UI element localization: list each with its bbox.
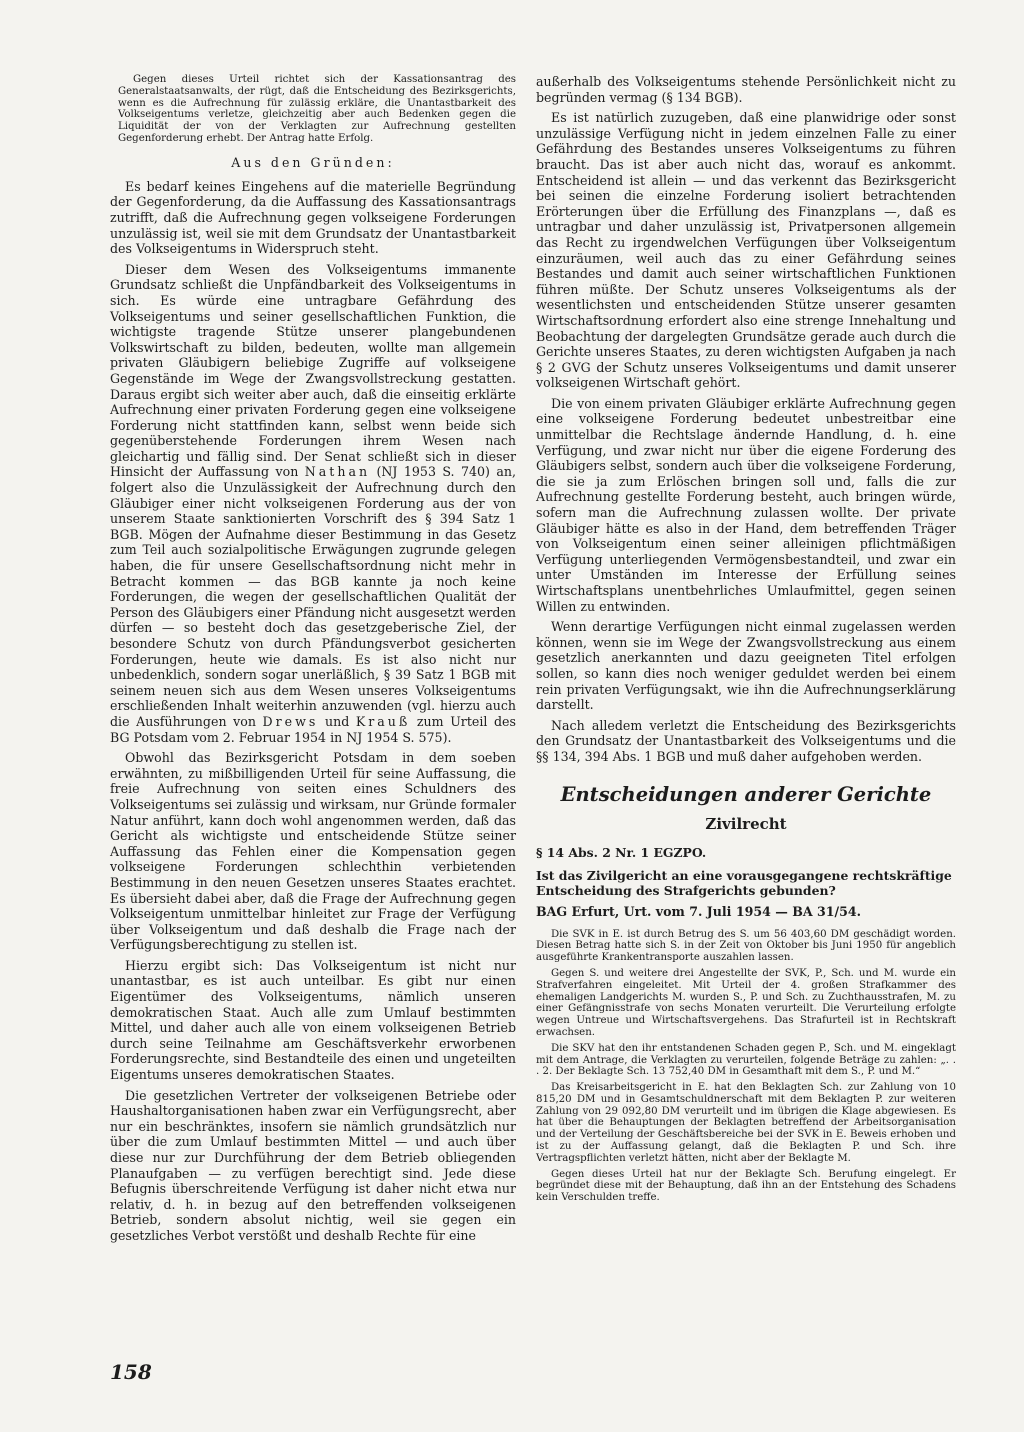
author-name: Krauß xyxy=(355,713,411,729)
paragraph: Das Kreisarbeitsgericht in E. hat den Beklagten Sch. zur Zahlung von 10 815,20 DM und in Gesamtschuldnerschaft mit dem Beklagten P. zur weiteren Zahlung von 29 092,80 DM verurteilt und im übrigen die Klage abgewiesen. Es hat über die Behauptungen der Beklagten betreffend der Arbeitsorganisation und der Verteilung der Geschäftsbereiche bei der SVK in E. Beweis erhoben und ist zu der Auffassung gelangt, daß die Beklagten P. und Sch. ihre Vertragspflichten verletzt hätten, nicht aber der Beklagte M. xyxy=(536,1082,956,1164)
subheading-gruende: Aus den Gründen: xyxy=(231,154,395,170)
court-citation: BAG Erfurt, Urt. vom 7. Juli 1954 — BA 31/54. xyxy=(536,903,862,919)
paragraph: Es bedarf keines Eingehens auf die materielle Begründung der Gegenforderung, da die Auffassung des Kassationsantrags zutrifft, daß die Aufrechnung gegen volkseigene Forderungen unzulässig ist, weil sie mit dem Grundsatz der Unantastbarkeit des Volkseigentums in Widerspruch steht. xyxy=(110,178,516,257)
paragraph: Die von einem privaten Gläubiger erklärte Aufrechnung gegen eine volkseigene Forderung bedeutet unbestreitbar eine unmittelbar die Rechtslage ändernde Handlung, d. h. eine Verfügung, und zwar nicht nur über die eigene Forderung des Gläubigers selbst, sondern auch über die volkseigene Forderung, die sie ja zum Erlöschen bringen soll und, falls die zur Aufrechnung gestellte Forderung besteht, auch bringen würde, sofern man die Aufrechnung zulassen wollte. Der private Gläubiger hätte es also in der Hand, dem betreffenden Träger von Volkseigentum einen seiner alleinigen pflichtmäßigen Verfügung unterliegenden Vermögensbestandteil, und zwar ein unter Umständen im Interesse der Erfüllung seines Wirtschaftsplans unentbehrliches Umlaufmittel, gegen seinen Willen zu entwinden. xyxy=(536,395,956,614)
paragraph: Hierzu ergibt sich: Das Volkseigentum ist nicht nur unantastbar, es ist auch unteilbar. Es gibt nur einen Eigentümer des Volkseigentums, nämlich unseren demokratischen Staat. Auch alle zum Umlauf bestimmten Mittel, und daher auch alle von einem volkseigenen Betrieb durch seine Teilnahme am Geschäftsverkehr erworbenen Forderungsrechte, sind Bestandteile des einen und ungeteilten Eigentums unseres demokratischen Staates. xyxy=(110,957,516,1083)
paragraph: Obwohl das Bezirksgericht Potsdam in dem soeben erwähnten, zu mißbilligenden Urteil für seine Auffassung, die freie Aufrechnung von seiten eines Schuldners des Volkseigentums sei zulässig und wirksam, nur Gründe formaler Natur anführt, kann doch wohl angenommen werden, daß das Gericht als wichtigste und entscheidende Stütze seiner Auffassung das Fehlen einer die Kompensation gegen volkseigene Forderungen schlechthin verbietenden Bestimmung in den neuen Gesetzen unseres Staates erachtet. Es übersieht dabei aber, daß die Frage der Aufrechnung gegen Volkseigentum unmittelbar hinleitet zur Frage der Verfügung über Volkseigentum und daß deshalb die Frage nach der Verfügungsberechtigung zu stellen ist. xyxy=(110,750,516,953)
paragraph: Wenn derartige Verfügungen nicht einmal zugelassen werden können, wenn sie im Wege der Zwangsvollstreckung aus einem gesetzlich anerkannten und dazu geeigneten Titel erfolgen sollen, so kann dies noch weniger geduldet werden bei einem rein privaten Verfügungsakt, wie ihn die Aufrechnungserklärung darstellt. xyxy=(536,619,956,713)
paragraph: Gegen S. und weitere drei Angestellte der SVK, P., Sch. und M. wurde ein Strafverfahren eingeleitet. Mit Urteil der 4. großen Strafkammer des ehemaligen Landgerichts M. wurden S., P. und Sch. zu Zuchthausstrafen, M. zu einer Gefängnisstrafe von sechs Monaten verurteilt. Die Verurteilung erfolgte wegen Untreue und Wirtschaftsvergehens. Das Strafurteil ist in Rechtskraft erwachsen. xyxy=(536,967,956,1038)
text: zum Urteil des BG Potsdam vom 2. Februar 1954 in NJ 1954 S. 575). xyxy=(110,713,516,745)
text: und xyxy=(324,713,350,729)
paragraph xyxy=(110,262,516,745)
paragraph: außerhalb des Volkseigentums stehende Persönlichkeit nicht zu begründen vermag (§ 134 BGB). xyxy=(536,74,956,105)
right-column xyxy=(536,74,956,1208)
text: (NJ 1953 S. 740) an, folgert also die Unzulässigkeit der Aufrechnung durch den Gläubiger einer nicht volkseigenen Forderung aus der von unserem Staate sanktionierten Vorschrift des § 394 Satz 1 BGB. Mögen der Aufnahme dieser Bestimmung in das Gesetz zum Teil auch sozialpolitische Erwägungen zugrunde gelegen haben, die für unsere Gesellschaftsordnung nicht mehr in Betracht kommen — das BGB kannte ja noch keine Forderungen, die wegen der gesellschaftlichen Qualität der Person des Gläubigers einer Pfändung nicht ausgesetzt werden dürfen — so besteht doch das gesetzgeberische Ziel, der besondere Schutz von durch Pfändungsverbot gesicherten Forderungen, heute wie damals. Es ist also nicht nur unbedenklich, sondern sogar unerläßlich, § 39 Satz 1 BGB mit seinem neuen sich aus dem Wesen unseres Volkseigentums erschließenden Inhalt weiterhin anzuwenden (vgl. hierzu auch die Ausführungen von xyxy=(110,464,517,729)
paragraph: Die SKV hat den ihr entstandenen Schaden gegen P., Sch. und M. eingeklagt mit dem Antrage, die Verklagten zu verurteilen, folgende Beträge zu zahlen: „. . . 2. Der Beklagte Sch. 13 752,40 DM in Gesamthaft mit dem S., P. und M.“ xyxy=(536,1042,956,1078)
left-column xyxy=(110,74,516,1249)
page-number: 158 xyxy=(110,1360,152,1384)
author-name: Drews xyxy=(262,713,319,729)
section-title: Entscheidungen anderer Gerichte xyxy=(560,782,932,806)
paragraph: Gegen dieses Urteil hat nur der Beklagte Sch. Berufung eingelegt. Er begründet diese mit der Behauptung, daß ihn an der Entstehung des Schadens kein Verschulden treffe. xyxy=(536,1168,956,1204)
text: Dieser dem Wesen des Volkseigentums immanente Grundsatz schließt die Unpfändbarkeit des Volkseigentums in sich. Es würde eine untragbare Gefährdung des Volkseigentums und seiner gesellschaftlichen Funktion, die wichtigste tragende Stütze unserer plangebundenen Volkswirtschaft zu bilden, bedeuten, wollte man allgemein privaten Gläubigern beliebige Zugriffe auf volkseigene Gegenstände im Wege der Zwangsvollstreckung gestatten. Daraus ergibt sich weiter aber auch, daß die einseitig erklärte Aufrechnung einer privaten Forderung gegen eine volkseigene Forderung nicht stattfinden kann, selbst wenn beide sich gegenüberstehende Forderungen ihrem Wesen nach gleichartig und fällig sind. Der Senat schließt sich in dieser Hinsicht der Auffassung von xyxy=(110,261,516,480)
case-summary: Gegen dieses Urteil richtet sich der Kassationsantrag des Generalstaatsanwalts, der rügt, daß die Entscheidung des Bezirksgerichts, wenn es die Aufrechnung für zulässig erkläre, die Unantastbarkeit des Volkseigentums verletze, gleichzeitig aber auch Bedenken gegen die Liquidität der von der Verklagten zur Aufrechnung gestellten Gegenforderung erhebt. Der Antrag hatte Erfolg. xyxy=(118,74,516,144)
paragraph: Die SVK in E. ist durch Betrug des S. um 56 403,60 DM geschädigt worden. Diesen Betrag hatte sich S. in der Zeit von Oktober bis Juni 1950 für angeblich ausgeführte Krankentransporte auszahlen lassen. xyxy=(536,928,956,964)
paragraph: Nach alledem verletzt die Entscheidung des Bezirksgerichts den Grundsatz der Unantastbarkeit des Volkseigentums und die §§ 134, 394 Abs. 1 BGB und muß daher aufgehoben werden. xyxy=(536,717,956,764)
paragraph: Es ist natürlich zuzugeben, daß eine planwidrige oder sonst unzulässige Verfügung nicht in jedem einzelnen Falle zu einer Gefährdung des Bestandes unseres Volkseigentums zu führen braucht. Das ist aber auch nicht das, worauf es ankommt. Entscheidend ist allein — und das verkennt das Bezirksgericht bei seinen die einzelne Forderung isoliert betrachtenden Erörterungen über die Erfüllung des Finanzplans —, daß es untragbar und daher unzulässig ist, Privatpersonen allgemein das Recht zu irgendwelchen Verfügungen über Volkseigentum einzuräumen, weil auch das zu einer Gefährdung seines Bestandes und damit auch seiner wirtschaftlichen Funktionen führen müßte. Der Schutz unseres Volkseigentums als der wesentlichsten und entscheidenden Stütze unserer gesamten Wirtschaftsordnung erfordert also eine strenge Innehaltung und Beobachtung der dargelegten Grundsätze gerade auch durch die Gerichte unseres Staates, zu deren wichtigsten Aufgaben ja nach § 2 GVG der Schutz unseres Volkseigentums und damit unserer volkseigenen Wirtschaft gehört. xyxy=(536,110,956,391)
paragraph: Die gesetzlichen Vertreter der volkseigenen Betriebe oder Haushaltorganisationen haben zwar ein Verfügungsrecht, aber nur ein beschränktes, insofern sie nämlich grundsätzlich nur über die zum Umlauf bestimmten Mittel — und auch über diese nur zur Durchführung der dem Betrieb obliegenden Planaufgaben — zu verfügen berechtigt sind. Jede diese Befugnis überschreitende Verfügung ist daher nicht etwa nur relativ, d. h. in bezug auf den betreffenden volkseigenen Betrieb, sondern absolut nichtig, weil sie gegen ein gesetzliches Verbot verstößt und deshalb Rechte für eine xyxy=(110,1087,516,1243)
sub-title: Zivilrecht xyxy=(705,814,787,833)
legal-question: Ist das Zivilgericht an eine vorausgegangene rechtskräftige Entscheidung des Strafgerichts gebunden? xyxy=(536,867,952,898)
statute-reference: § 14 Abs. 2 Nr. 1 EGZPO. xyxy=(536,844,707,860)
author-name: Nathan xyxy=(304,464,371,480)
